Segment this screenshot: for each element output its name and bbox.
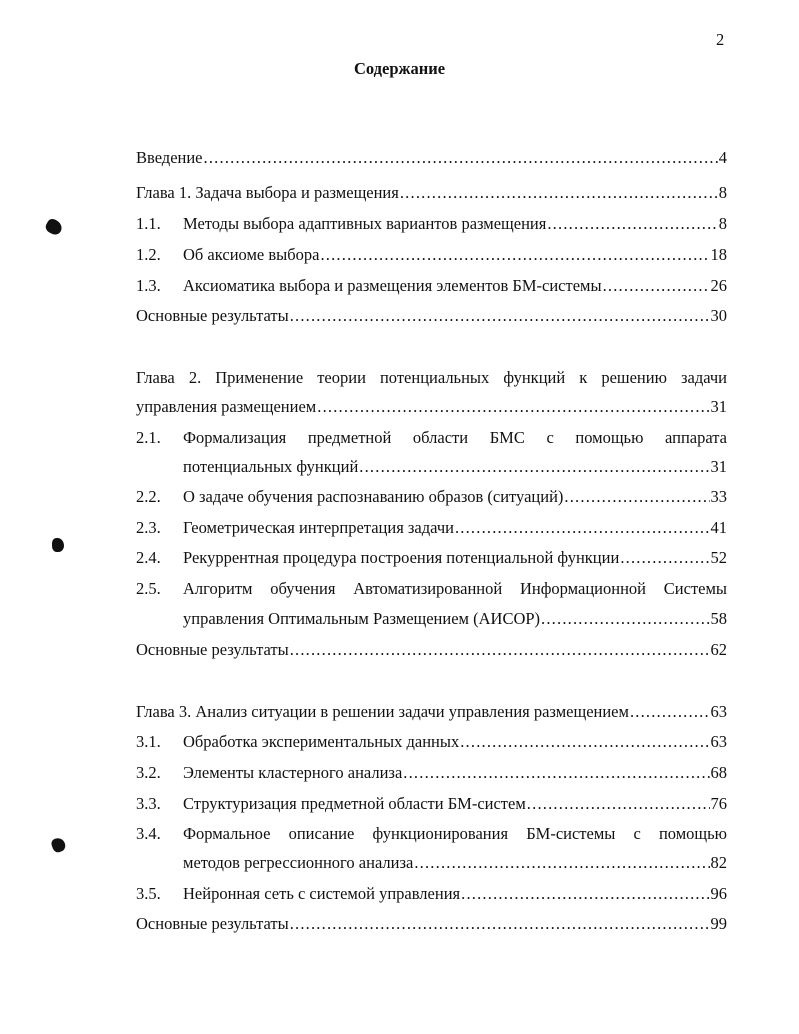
- toc-page: 63: [710, 702, 727, 721]
- toc-text: О задаче обучения распознаванию образов (ситуаций): [183, 487, 564, 506]
- toc-page: 99: [710, 914, 727, 933]
- toc-page: 63: [710, 732, 727, 751]
- toc-text: Обработка экспериментальных данных: [183, 732, 460, 751]
- toc-num: 2.1.: [136, 428, 161, 447]
- toc-entry-3-4-line1[interactable]: Формальное описание функционирования БМ-системы с помощью: [183, 824, 727, 843]
- dot-leader: [564, 487, 709, 507]
- toc-num: 3.3.: [136, 794, 161, 813]
- toc-page: 8: [718, 183, 727, 202]
- toc-page: 58: [710, 609, 727, 628]
- toc-entry-2-1[interactable]: [183, 457, 727, 479]
- scan-artifact: [50, 836, 67, 854]
- toc-num: 1.3.: [136, 276, 161, 295]
- scan-artifact: [44, 217, 65, 237]
- toc-page: 4: [718, 148, 727, 167]
- dot-leader: [290, 640, 710, 660]
- toc-entry-2-3[interactable]: [136, 518, 727, 540]
- toc-entry-2-1-line1[interactable]: Формализация предметной области БМС с помощью аппарата: [183, 428, 727, 447]
- page-number: 2: [716, 30, 725, 49]
- toc-entry-results-1[interactable]: [136, 306, 727, 328]
- toc-entry-chapter-2-line1[interactable]: Глава 2. Применение теории потенциальных функций к решению задачи: [136, 368, 727, 387]
- toc-entry-results-2[interactable]: [136, 640, 727, 662]
- toc-page: 30: [710, 306, 727, 325]
- toc-page: 31: [710, 457, 727, 476]
- toc-entry-1-3[interactable]: [136, 276, 727, 298]
- toc-text: Глава 1. Задача выбора и размещения: [136, 183, 399, 202]
- toc-page: 82: [710, 853, 727, 872]
- toc-page: 33: [710, 487, 727, 506]
- toc-num: 2.4.: [136, 548, 161, 567]
- toc-text: Глава 3. Анализ ситуации в решении задачи управления размещением: [136, 702, 629, 721]
- toc-entry-3-2[interactable]: [136, 763, 727, 785]
- dot-leader: [290, 306, 710, 326]
- toc-text: Геометрическая интерпретация задачи: [183, 518, 454, 537]
- toc-text: Рекуррентная процедура построения потенциальной функции: [183, 548, 620, 567]
- toc-num: 3.5.: [136, 884, 161, 903]
- toc-num: 2.3.: [136, 518, 161, 537]
- toc-entry-2-5[interactable]: [183, 609, 727, 631]
- dot-leader: [630, 702, 710, 722]
- toc-text: потенциальных функций: [183, 457, 359, 476]
- dot-leader: [603, 276, 710, 296]
- toc-page: 18: [710, 245, 727, 264]
- toc-entry-1-1[interactable]: [136, 214, 727, 236]
- toc-entry-results-3[interactable]: [136, 914, 727, 936]
- toc-text: Элементы кластерного анализа: [183, 763, 403, 782]
- dot-leader: [547, 214, 717, 234]
- toc-entry-chapter-2[interactable]: [136, 397, 727, 419]
- toc-num: 3.4.: [136, 824, 161, 843]
- toc-num: 1.1.: [136, 214, 161, 233]
- toc-page: 62: [710, 640, 727, 659]
- toc-text: управления Оптимальным Размещением (АИСОР): [183, 609, 541, 628]
- toc-page: 31: [710, 397, 727, 416]
- dot-leader: [290, 914, 710, 934]
- dot-leader: [403, 763, 709, 783]
- toc-entry-3-4[interactable]: [183, 853, 727, 875]
- dot-leader: [359, 457, 709, 477]
- toc-num: 3.1.: [136, 732, 161, 751]
- dot-leader: [400, 183, 718, 203]
- dot-leader: [527, 794, 710, 814]
- dot-leader: [461, 884, 709, 904]
- toc-page: 76: [710, 794, 727, 813]
- toc-page: 41: [710, 518, 727, 537]
- toc-num: 1.2.: [136, 245, 161, 264]
- toc-text: Введение: [136, 148, 203, 167]
- toc-page: 26: [710, 276, 727, 295]
- dot-leader: [455, 518, 710, 538]
- dot-leader: [320, 245, 709, 265]
- toc-entry-intro[interactable]: [136, 148, 727, 170]
- toc-text: Основные результаты: [136, 914, 289, 933]
- dot-leader: [541, 609, 709, 629]
- toc-num: 3.2.: [136, 763, 161, 782]
- dot-leader: [414, 853, 709, 873]
- toc-text: методов регрессионного анализа: [183, 853, 414, 872]
- toc-text: Основные результаты: [136, 640, 289, 659]
- page-title: Содержание: [353, 59, 446, 78]
- toc-page: 68: [710, 763, 727, 782]
- toc-text: Основные результаты: [136, 306, 289, 325]
- toc-entry-2-4[interactable]: [136, 548, 727, 570]
- toc-page: 96: [710, 884, 727, 903]
- dot-leader: [460, 732, 709, 752]
- toc-entry-1-2[interactable]: [136, 245, 727, 267]
- toc-num: 2.5.: [136, 579, 161, 598]
- toc-text: Аксиоматика выбора и размещения элементов БМ-системы: [183, 276, 602, 295]
- toc-entry-2-5-line1[interactable]: Алгоритм обучения Автоматизированной Информационной Системы: [183, 579, 727, 598]
- dot-leader: [204, 148, 718, 168]
- toc-text: Об аксиоме выбора: [183, 245, 320, 264]
- toc-text: Структуризация предметной области БМ-систем: [183, 794, 526, 813]
- toc-entry-3-1[interactable]: [136, 732, 727, 754]
- toc-text: Нейронная сеть с системой управления: [183, 884, 461, 903]
- scan-artifact: [52, 538, 64, 552]
- toc-text: Методы выбора адаптивных вариантов размещения: [183, 214, 547, 233]
- toc-entry-3-3[interactable]: [136, 794, 727, 816]
- toc-entry-2-2[interactable]: [136, 487, 727, 509]
- toc-text: управления размещением: [136, 397, 317, 416]
- dot-leader: [620, 548, 709, 568]
- toc-entry-3-5[interactable]: [136, 884, 727, 906]
- toc-page: 52: [710, 548, 727, 567]
- toc-entry-chapter-1[interactable]: [136, 183, 727, 205]
- toc-num: 2.2.: [136, 487, 161, 506]
- toc-page: 8: [718, 214, 727, 233]
- toc-entry-chapter-3[interactable]: [136, 702, 727, 724]
- dot-leader: [317, 397, 709, 417]
